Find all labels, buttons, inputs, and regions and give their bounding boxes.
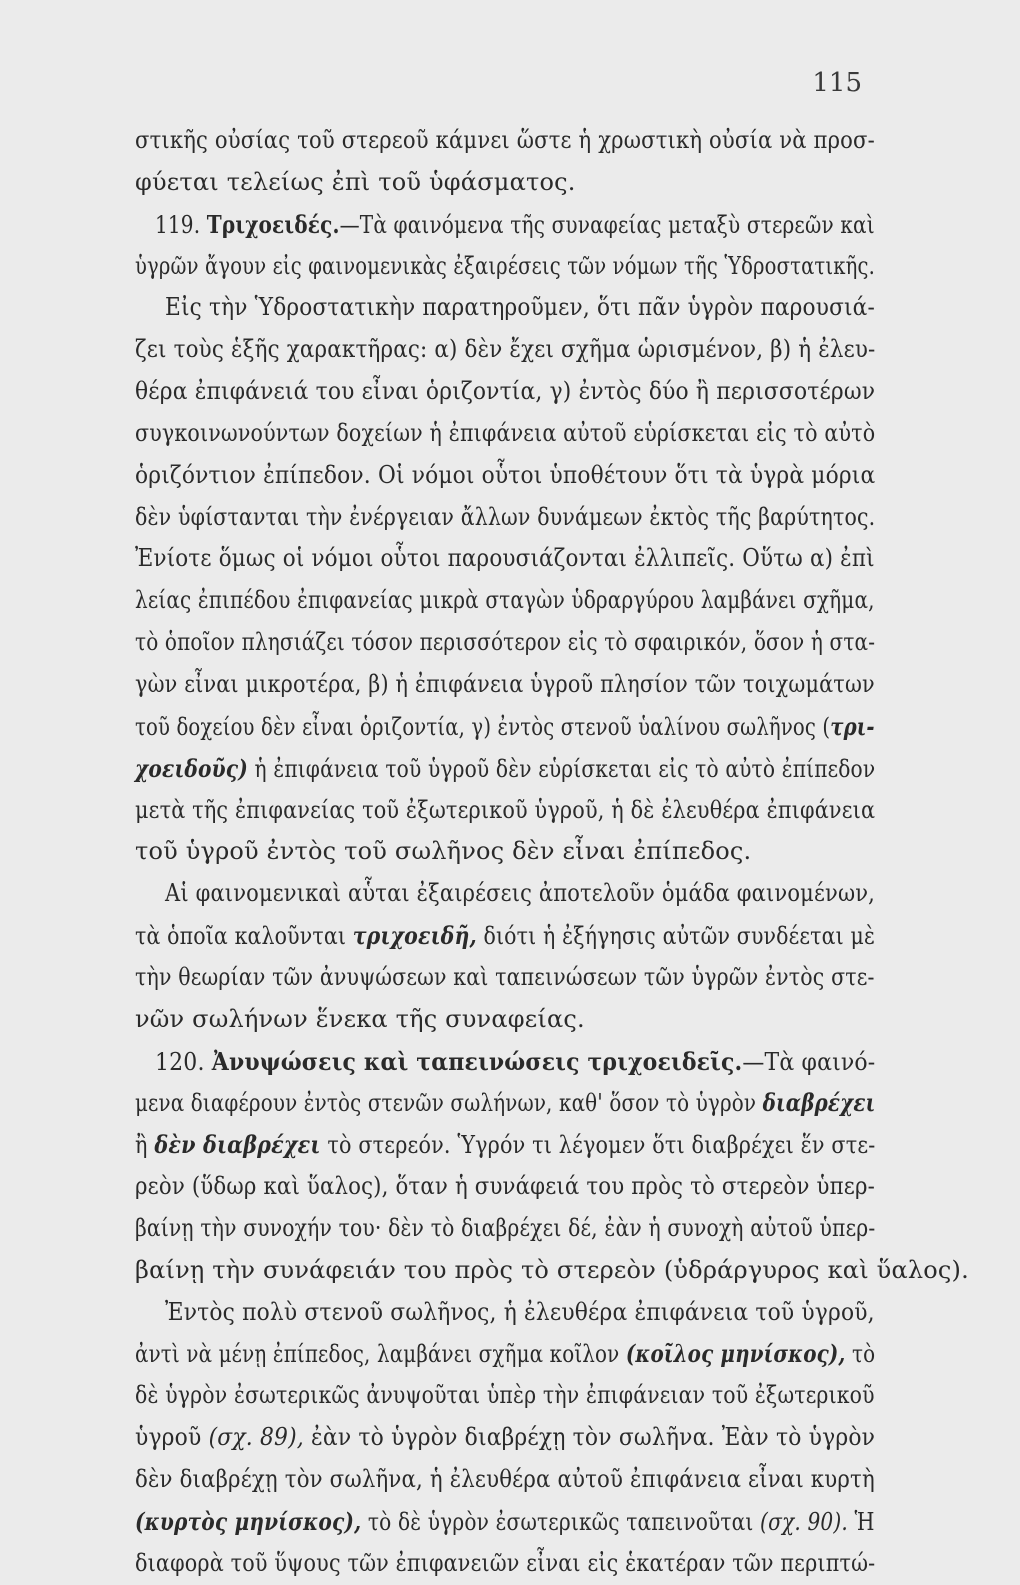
section-number: 120.: [155, 1047, 212, 1076]
text-line: [135, 1459, 875, 1501]
emphasis-term: διαβρέχει: [762, 1088, 876, 1118]
text-line: [135, 1250, 969, 1292]
text-segment: ἀντὶ νὰ μένῃ ἐπίπεδος, λαμβάνει σχῆμα κοῖλον: [135, 1340, 626, 1369]
text-segment: ζει τοὺς ἑξῆς χαρακτῆρας: α) δὲν ἔχει σχῆμα ὡρισμένον, β) ἡ ἐλευ-: [135, 335, 876, 364]
text-line: [135, 120, 875, 162]
text-line: [135, 706, 875, 748]
text-segment: μετὰ τῆς ἐπιφανείας τοῦ ἐξωτερικοῦ ὑγροῦ, ἡ δὲ ἐλευθέρα ἐπιφάνεια: [135, 795, 876, 824]
text-segment: λείας ἐπιπέδου ἐπιφανείας μικρὰ σταγὼν ὑδραργύρου λαμβάνει σχῆμα,: [135, 586, 875, 615]
text-line: [135, 1082, 875, 1124]
text-segment: ἐὰν τὸ ὑγρὸν διαβρέχῃ τὸν σωλῆνα. Ἐὰν τὸ ὑγρὸν: [303, 1423, 876, 1452]
page-number: 115: [812, 68, 862, 98]
text-line: [135, 1041, 875, 1083]
text-segment: Ἐντὸς πολὺ στενοῦ σωλῆνος, ἡ ἐλευθέρα ἐπιφάνεια τοῦ ὑγροῦ,: [165, 1297, 875, 1326]
text-segment: θέρα ἐπιφάνειά του εἶναι ὁριζοντία, γ) ἐντὸς δύο ἢ περισσοτέρων: [135, 377, 876, 406]
text-segment: τὸ ὁποῖον πλησιάζει τόσον περισσότερον εἰς τὸ σφαιρικόν, ὅσον ἡ στα-: [135, 628, 876, 657]
section-heading: Τριχοειδές.: [206, 209, 340, 239]
text-line: [135, 1208, 875, 1250]
text-line: [135, 538, 875, 580]
text-line: [135, 497, 875, 539]
text-segment: φύεται τελείως ἐπὶ τοῦ ὑφάσματος.: [135, 167, 576, 196]
text-line: [135, 831, 875, 873]
emphasis-term: τριχοειδῆ,: [352, 921, 477, 951]
text-line: [135, 790, 875, 832]
section-heading: Ἀνυψώσεις καὶ ταπεινώσεις τριχοειδεῖς.: [211, 1046, 743, 1076]
emphasis-term: (κοῖλος μηνίσκος),: [625, 1339, 846, 1369]
text-segment: τὴν θεωρίαν τῶν ἀνυψώσεων καὶ ταπεινώσεων τῶν ὑγρῶν ἐντὸς στε-: [135, 962, 875, 991]
text-segment: τὸ στερεόν. Ὑγρόν τι λέγομεν ὅτι διαβρέχει ἕν στε-: [320, 1131, 876, 1160]
text-segment: ὑγρῶν ἄγουν εἰς φαινομενικὰς ἐξαιρέσεις τῶν νόμων τῆς Ὑδροστατικῆς.: [135, 251, 875, 280]
text-line: [135, 455, 875, 497]
text-segment: Ἐνίοτε ὅμως οἱ νόμοι οὗτοι παρουσιάζονται ἐλλιπεῖς. Οὕτω α) ἐπὶ: [135, 544, 875, 573]
text-segment: δὲν διαβρέχῃ τὸν σωλῆνα, ἡ ἐλευθέρα αὐτοῦ ἐπιφάνεια εἶναι κυρτὴ: [135, 1465, 875, 1493]
text-segment: βαίνῃ τὴν συνάφειάν του πρὸς τὸ στερεὸν (ὑδράργυρος καὶ ὕαλος).: [135, 1255, 969, 1284]
text-line: [135, 580, 875, 622]
emphasis-term: (κυρτὸς μηνίσκος),: [135, 1506, 362, 1536]
text-segment: γὼν εἶναι μικροτέρα, β) ἡ ἐπιφάνεια ὑγροῦ πλησίον τῶν τοιχωμάτων: [135, 669, 875, 698]
text-segment: Εἰς τὴν Ὑδροστατικὴν παρατηροῦμεν, ὅτι πᾶν ὑγρὸν παρουσιά-: [165, 293, 875, 322]
text-line: [135, 1166, 875, 1208]
text-line: [135, 915, 875, 957]
text-line: [135, 287, 875, 329]
text-segment: ἢ: [135, 1131, 155, 1160]
text-segment: δὲ ὑγρὸν ἐσωτερικῶς ἀνυψοῦται ὑπὲρ τὴν ἐπιφάνειαν τοῦ ἐξωτερικοῦ: [135, 1381, 875, 1410]
text-segment: τὰ ὁποῖα καλοῦνται: [135, 922, 353, 951]
text-segment: Ἡ: [847, 1507, 875, 1536]
text-segment: βαίνῃ τὴν συνοχήν του· δὲν τὸ διαβρέχει δέ, ἐὰν ἡ συνοχὴ αὐτοῦ ὑπερ-: [135, 1213, 876, 1242]
text-segment: δὲν ὑφίστανται τὴν ἐνέργειαν ἄλλων δυνάμεων ἐκτὸς τῆς βαρύτητος.: [135, 502, 876, 531]
text-segment: συγκοινωνούντων δοχείων ἡ ἐπιφάνεια αὐτοῦ εὑρίσκεται εἰς τὸ αὐτὸ: [135, 418, 876, 447]
text-segment: τοῦ δοχείου δὲν εἶναι ὁριζοντία, γ) ἐντὸς στενοῦ ὑαλίνου σωλῆνος (: [135, 712, 831, 741]
text-line: [135, 748, 875, 790]
text-segment: —Τὰ φαινό-: [742, 1047, 876, 1076]
emphasis-term: δὲν διαβρέχει: [154, 1130, 321, 1160]
text-segment: νῶν σωλήνων ἕνεκα τῆς συναφείας.: [135, 1004, 585, 1033]
text-segment: ἡ ἐπιφάνεια τοῦ ὑγροῦ δὲν εὑρίσκεται εἰς τὸ αὐτὸ ἐπίπεδον: [247, 754, 876, 783]
body-text: [135, 120, 969, 1585]
text-segment: τὸ: [845, 1340, 876, 1369]
text-line: [135, 873, 875, 915]
text-line: [135, 413, 875, 455]
text-line: [135, 371, 875, 413]
text-segment: στικῆς οὐσίας τοῦ στερεοῦ κάμνει ὥστε ἡ χρωστικὴ οὐσία νὰ προσ-: [135, 126, 875, 154]
text-line: [135, 204, 875, 246]
text-segment: Αἱ φαινομενικαὶ αὗται ἐξαιρέσεις ἀποτελοῦν ὁμάδα φαινομένων,: [165, 879, 876, 908]
emphasis-term: τρι-: [830, 711, 875, 741]
figure-reference: (σχ. 89),: [208, 1423, 304, 1452]
text-line: [135, 1501, 875, 1543]
text-segment: τὸ δὲ ὑγρὸν ἐσωτερικῶς ταπεινοῦται: [361, 1507, 761, 1536]
section-number: 119.: [155, 210, 207, 239]
text-segment: μενα διαφέρουν ἐντὸς στενῶν σωλήνων, καθ' ὅσον τὸ ὑγρὸν: [135, 1089, 763, 1118]
text-line: [135, 664, 875, 706]
text-segment: διότι ἡ ἐξήγησις αὐτῶν συνδέεται μὲ: [476, 922, 876, 951]
text-line: [135, 1543, 875, 1585]
text-segment: ρεὸν (ὕδωρ καὶ ὕαλος), ὅταν ἡ συνάφειά του πρὸς τὸ στερεὸν ὑπερ-: [135, 1172, 875, 1201]
text-line: [135, 1124, 875, 1166]
text-line: [135, 957, 875, 999]
text-segment: διαφορὰ τοῦ ὕψους τῶν ἐπιφανειῶν εἶναι εἰς ἑκατέραν τῶν περιπτώ-: [135, 1548, 876, 1577]
text-line: [135, 1333, 875, 1375]
text-line: [135, 246, 875, 288]
figure-reference: (σχ. 90).: [760, 1507, 848, 1536]
text-segment: τοῦ ὑγροῦ ἐντὸς τοῦ σωλῆνος δὲν εἶναι ἐπίπεδος.: [135, 837, 752, 866]
text-line: [135, 1375, 875, 1417]
text-segment: —Τὰ φαινόμενα τῆς συναφείας μεταξὺ στερεῶν καὶ: [339, 210, 875, 239]
text-segment: ὁριζόντιον ἐπίπεδον. Οἱ νόμοι οὗτοι ὑποθέτουν ὅτι τὰ ὑγρὰ μόρια: [135, 460, 876, 489]
text-line: [135, 1292, 875, 1334]
text-line: [135, 999, 875, 1041]
text-line: [135, 1417, 875, 1459]
emphasis-term: χοειδοῦς): [135, 753, 248, 783]
text-line: [135, 162, 875, 204]
text-line: [135, 329, 875, 371]
text-segment: ὑγροῦ: [135, 1423, 209, 1452]
text-line: [135, 622, 875, 664]
